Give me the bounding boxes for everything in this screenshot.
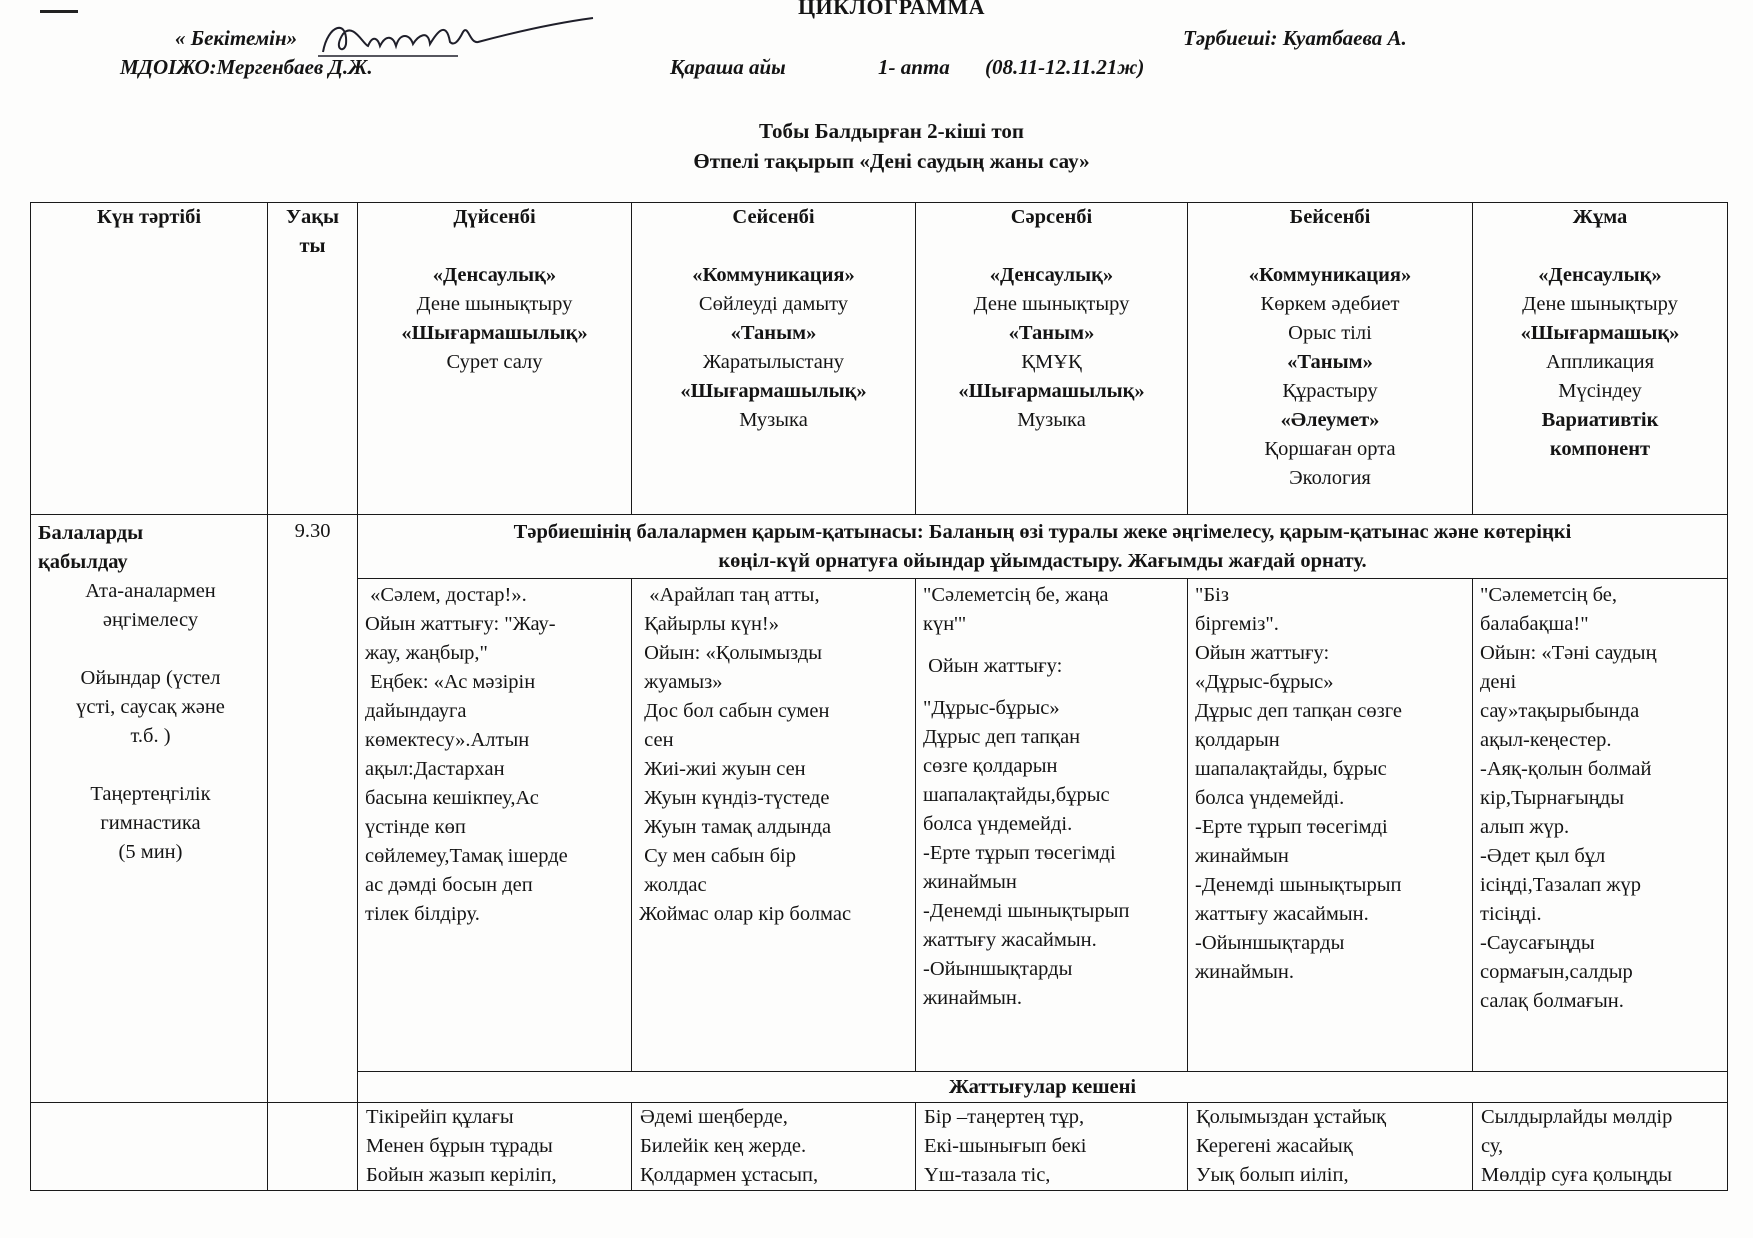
header-cell-time bbox=[268, 203, 358, 515]
activity-line: -Әдет қыл бұл bbox=[1480, 845, 1606, 867]
activity-cell bbox=[358, 579, 632, 1072]
week-label: 1- апта bbox=[878, 55, 950, 79]
activity-line: «Сәлем, достар!». bbox=[365, 584, 527, 606]
exercise-cell bbox=[1188, 1103, 1473, 1191]
activity-line: жуамыз» bbox=[639, 671, 723, 693]
teacher-name: Тәрбиеші: Куатбаева А. bbox=[1183, 26, 1407, 50]
activity-line: -Денемді шынықтырып bbox=[1195, 874, 1402, 896]
subject-item: Экология bbox=[1289, 467, 1371, 489]
subject-area: Вариативтік bbox=[1541, 409, 1659, 431]
activity-line: жинаймын bbox=[923, 871, 1017, 893]
activity-line: кір,Тырнағыңды bbox=[1480, 787, 1624, 809]
subject-item: Дене шынықтыру bbox=[416, 293, 573, 315]
activity-line: көмектесу».Алтын bbox=[365, 729, 530, 751]
column-header-regime: Күн тәртібі bbox=[96, 206, 202, 228]
activity-line: Ойын: «Тәні саудың bbox=[1480, 642, 1657, 664]
column-header-time-1: Уақы bbox=[285, 206, 340, 228]
activity-line: -Денемді шынықтырып bbox=[923, 900, 1130, 922]
activity-line: "Біз bbox=[1195, 584, 1229, 606]
subject-area: «Денсаулық» bbox=[989, 264, 1114, 286]
banner-line-2: көңіл-күй орнатуға ойындар ұйымдастыру. Жағымды жағдай орнату. bbox=[718, 550, 1367, 572]
exercise-complex-title: Жаттығулар кешені bbox=[358, 1072, 1728, 1103]
day-name: Бейсенбі bbox=[1289, 206, 1371, 228]
reception-line-6: Таңертеңгілік bbox=[90, 783, 211, 805]
exercise-line: Бойын жазып керіліп, bbox=[366, 1164, 557, 1186]
signature-icon bbox=[318, 14, 598, 60]
header-cell-day bbox=[1473, 203, 1728, 515]
subject-area: «Шығармашылық» bbox=[680, 380, 867, 402]
reception-banner-row bbox=[31, 515, 1728, 579]
subject-item: Музыка bbox=[1017, 409, 1086, 431]
subject-area: «Шығармашық» bbox=[1520, 322, 1680, 344]
subject-area: «Денсаулық» bbox=[1538, 264, 1662, 286]
exercise-line: Менен бұрын тұрады bbox=[366, 1135, 553, 1157]
activity-line: балабақша!" bbox=[1480, 613, 1589, 635]
subject-item: Орыс тілі bbox=[1288, 322, 1372, 344]
month-label: Қараша айы bbox=[670, 55, 786, 79]
activity-cell bbox=[1188, 579, 1473, 1072]
activity-line: жинаймын bbox=[1195, 845, 1289, 867]
activity-line: салақ болмағын. bbox=[1480, 990, 1624, 1012]
activity-line: ақыл-кеңестер. bbox=[1480, 729, 1612, 751]
reception-line-5: т.б. ) bbox=[130, 725, 171, 747]
day-name: Сәрсенбі bbox=[1010, 206, 1093, 228]
activity-line: Ойын: «Қолымызды bbox=[639, 642, 823, 664]
reception-line-2: әңгімелесу bbox=[102, 609, 199, 631]
activity-line: Дос бол сабын сумен bbox=[639, 700, 830, 722]
activity-line: ас дәмді босын деп bbox=[365, 874, 533, 896]
director-name: МДОІЖО:Мергенбаев Д.Ж. bbox=[120, 55, 373, 79]
subject-item: Сөйлеуді дамыту bbox=[698, 293, 849, 315]
activity-line: болса үндемейді. bbox=[923, 813, 1073, 835]
subject-item: Құрастыру bbox=[1282, 380, 1378, 402]
activity-line: -Саусағыңды bbox=[1480, 932, 1595, 954]
banner-line-1: Тәрбиешінің балалармен қарым-қатынасы: Баланың өзі туралы жеке әңгімелесу, қарым-қатынас және көтеріңкі bbox=[513, 521, 1572, 543]
activity-line: Су мен сабын бір bbox=[639, 845, 796, 867]
activity-line: -Ерте тұрып төсегімді bbox=[1195, 816, 1388, 838]
activity-line: шапалақтайды, бұрыс bbox=[1195, 758, 1387, 780]
activity-line: сөзге қолдарын bbox=[923, 755, 1058, 777]
activity-line: жаттығу жасаймын. bbox=[1195, 903, 1369, 925]
exercise-line: Керегені жасайық bbox=[1196, 1135, 1353, 1157]
activity-line: қолдарын bbox=[1195, 729, 1280, 751]
activity-line: сау»тақырыбында bbox=[1480, 700, 1640, 722]
activity-line: -Ойыншықтарды bbox=[923, 958, 1073, 980]
activity-line: Ойын жаттығу: bbox=[923, 655, 1063, 677]
approval-label: « Бекітемін» bbox=[175, 26, 298, 50]
activity-line: жинаймын. bbox=[923, 987, 1023, 1009]
schedule-table bbox=[30, 202, 1728, 1191]
activity-line: сен bbox=[639, 729, 674, 751]
activity-line: шапалақтайды,бұрыс bbox=[923, 784, 1110, 806]
day-name: Сейсенбі bbox=[732, 206, 815, 228]
group-name: Тобы Балдырған 2-кіші топ bbox=[758, 119, 1025, 143]
activity-line: алып жүр. bbox=[1480, 816, 1570, 838]
subject-area: «Таным» bbox=[730, 322, 817, 344]
reception-time: 9.30 bbox=[294, 520, 331, 542]
subject-item: ҚМҰҚ bbox=[1021, 351, 1082, 373]
exercise-line: Сылдырлайды мөлдір bbox=[1481, 1106, 1673, 1128]
exercise-line: су, bbox=[1481, 1135, 1504, 1157]
activity-line: жинаймын. bbox=[1195, 961, 1295, 983]
activity-line: үстінде көп bbox=[365, 816, 466, 838]
activity-line: сормағын,салдыр bbox=[1480, 961, 1633, 983]
subject-area: «Денсаулық» bbox=[432, 264, 557, 286]
activity-line: Ойын жаттығу: bbox=[1195, 642, 1330, 664]
activity-line: «Дұрыс-бұрыс» bbox=[1195, 671, 1334, 693]
subject-area: «Коммуникация» bbox=[1248, 264, 1412, 286]
activity-line: -Аяқ-қолын болмай bbox=[1480, 758, 1652, 780]
activity-line: -Ерте тұрып төсегімді bbox=[923, 842, 1116, 864]
exercise-cell bbox=[1473, 1103, 1728, 1191]
activity-line: басына кешікпеу,Ас bbox=[365, 787, 539, 809]
reception-line-1: Ата-аналармен bbox=[85, 580, 216, 602]
activity-line: Жуын тамақ алдында bbox=[639, 816, 832, 838]
exercises-time-cell bbox=[268, 1103, 358, 1191]
exercise-line: Бір –таңертең тұр, bbox=[924, 1106, 1085, 1128]
reception-line-7: гимнастика bbox=[100, 812, 201, 834]
reception-banner bbox=[358, 515, 1728, 579]
exercise-line: Мөлдір суға қолыңды bbox=[1481, 1164, 1673, 1186]
activity-line: жау, жаңбыр," bbox=[365, 642, 488, 664]
day-name: Дүйсенбі bbox=[453, 206, 536, 228]
reception-title-2: қабылдау bbox=[38, 551, 128, 573]
activity-line: "Дұрыс-бұрыс» bbox=[923, 697, 1060, 719]
reception-line-3: Ойындар (үстел bbox=[80, 667, 221, 689]
activity-line: «Арайлап таң атты, bbox=[639, 584, 820, 606]
day-name: Жұма bbox=[1572, 206, 1628, 228]
subject-item: Қоршаған орта bbox=[1264, 438, 1396, 460]
exercise-line: Үш-тазала тіс, bbox=[924, 1164, 1051, 1186]
activity-line: Жоймас олар кір болмас bbox=[639, 903, 852, 925]
activity-line: Жуын күндіз-түстеде bbox=[639, 787, 830, 809]
activity-line: дайындауга bbox=[365, 700, 467, 722]
exercise-cell bbox=[632, 1103, 916, 1191]
activity-line: сөйлемеу,Тамақ ішерде bbox=[365, 845, 568, 867]
subject-area: «Әлеумет» bbox=[1280, 409, 1380, 431]
activity-line: біргеміз". bbox=[1195, 613, 1279, 635]
header-row bbox=[31, 203, 1728, 515]
header-cell-day bbox=[1188, 203, 1473, 515]
reception-regime-cell bbox=[31, 515, 268, 1103]
exercise-line: Тікірейіп құлағы bbox=[366, 1106, 514, 1128]
activity-line: болса үндемейді. bbox=[1195, 787, 1345, 809]
activity-cell bbox=[632, 579, 916, 1072]
subject-item: Аппликация bbox=[1545, 351, 1655, 373]
header-cell-day bbox=[358, 203, 632, 515]
subject-area: компонент bbox=[1549, 438, 1651, 460]
subject-area: «Коммуникация» bbox=[692, 264, 855, 286]
activity-line bbox=[923, 639, 1181, 652]
activity-line: ісіңді,Тазалап жүр bbox=[1480, 874, 1642, 896]
subject-area: «Таным» bbox=[1008, 322, 1095, 344]
subject-area: «Шығармашылық» bbox=[401, 322, 588, 344]
activity-line: жаттығу жасаймын. bbox=[923, 929, 1097, 951]
transitional-theme: Өтпелі тақырып «Дені саудың жаны сау» bbox=[693, 149, 1090, 173]
subject-area: «Таным» bbox=[1287, 351, 1373, 373]
activity-line: Жиі-жиі жуын сен bbox=[639, 758, 806, 780]
reception-time-cell bbox=[268, 515, 358, 1103]
exercise-line: Қолымыздан ұстайық bbox=[1196, 1106, 1387, 1128]
column-header-time-2: ты bbox=[299, 235, 326, 257]
exercise-cell bbox=[358, 1103, 632, 1191]
activity-line: дені bbox=[1480, 671, 1517, 693]
activity-cell bbox=[916, 579, 1188, 1072]
exercise-line: Уық болып иіліп, bbox=[1196, 1164, 1349, 1186]
subject-item: Көркем әдебиет bbox=[1260, 293, 1400, 315]
activity-line: күн'" bbox=[923, 613, 967, 635]
subject-item: Мүсіндеу bbox=[1558, 380, 1642, 402]
activity-line: Қайырлы күн!» bbox=[639, 613, 780, 635]
subject-item: Сурет салу bbox=[446, 351, 543, 373]
exercise-line: Билейік кең жерде. bbox=[640, 1135, 807, 1157]
header-cell-regime bbox=[31, 203, 268, 515]
activity-line: "Сәлеметсің бе, жаңа bbox=[923, 584, 1109, 606]
subject-item: Дене шынықтыру bbox=[973, 293, 1130, 315]
exercise-line: Қолдармен ұстасып, bbox=[640, 1164, 819, 1186]
reception-title-1: Балаларды bbox=[38, 522, 144, 544]
header-cell-day bbox=[916, 203, 1188, 515]
activity-line: Ойын жаттығу: "Жау- bbox=[365, 613, 556, 635]
activity-line bbox=[923, 681, 1181, 694]
activity-line: тілек білдіру. bbox=[365, 903, 480, 925]
activity-line: Дұрыс деп тапқан bbox=[923, 726, 1081, 748]
activity-line: тісіңді. bbox=[1480, 903, 1542, 925]
subject-area: «Шығармашылық» bbox=[958, 380, 1145, 402]
activity-line: Еңбек: «Ас мәзірін bbox=[365, 671, 536, 693]
subject-item: Жаратылыстану bbox=[702, 351, 845, 373]
document-title: ЦИКЛОГРАММА bbox=[797, 0, 986, 19]
activity-line: ақыл:Дастархан bbox=[365, 758, 505, 780]
group-info bbox=[0, 116, 1753, 176]
activity-line: "Сәлеметсің бе, bbox=[1480, 584, 1618, 606]
exercises-row bbox=[31, 1103, 1728, 1191]
reception-line-4: үсті, саусақ және bbox=[76, 696, 225, 718]
activity-line: Дұрыс деп тапқан сөзге bbox=[1195, 700, 1402, 722]
exercise-line: Әдемі шеңберде, bbox=[640, 1106, 788, 1128]
exercise-line: Екі-шынығып бекі bbox=[924, 1135, 1087, 1157]
header-cell-day bbox=[632, 203, 916, 515]
activity-cell bbox=[1473, 579, 1728, 1072]
activity-line: жолдас bbox=[639, 874, 707, 896]
exercise-cell bbox=[916, 1103, 1188, 1191]
reception-line-8: (5 мин) bbox=[118, 841, 183, 863]
date-range: (08.11-12.11.21ж) bbox=[985, 55, 1145, 79]
exercises-regime-cell bbox=[31, 1103, 268, 1191]
activity-line: -Ойыншықтарды bbox=[1195, 932, 1345, 954]
subject-item: Дене шынықтыру bbox=[1522, 293, 1678, 315]
subject-item: Музыка bbox=[739, 409, 808, 431]
